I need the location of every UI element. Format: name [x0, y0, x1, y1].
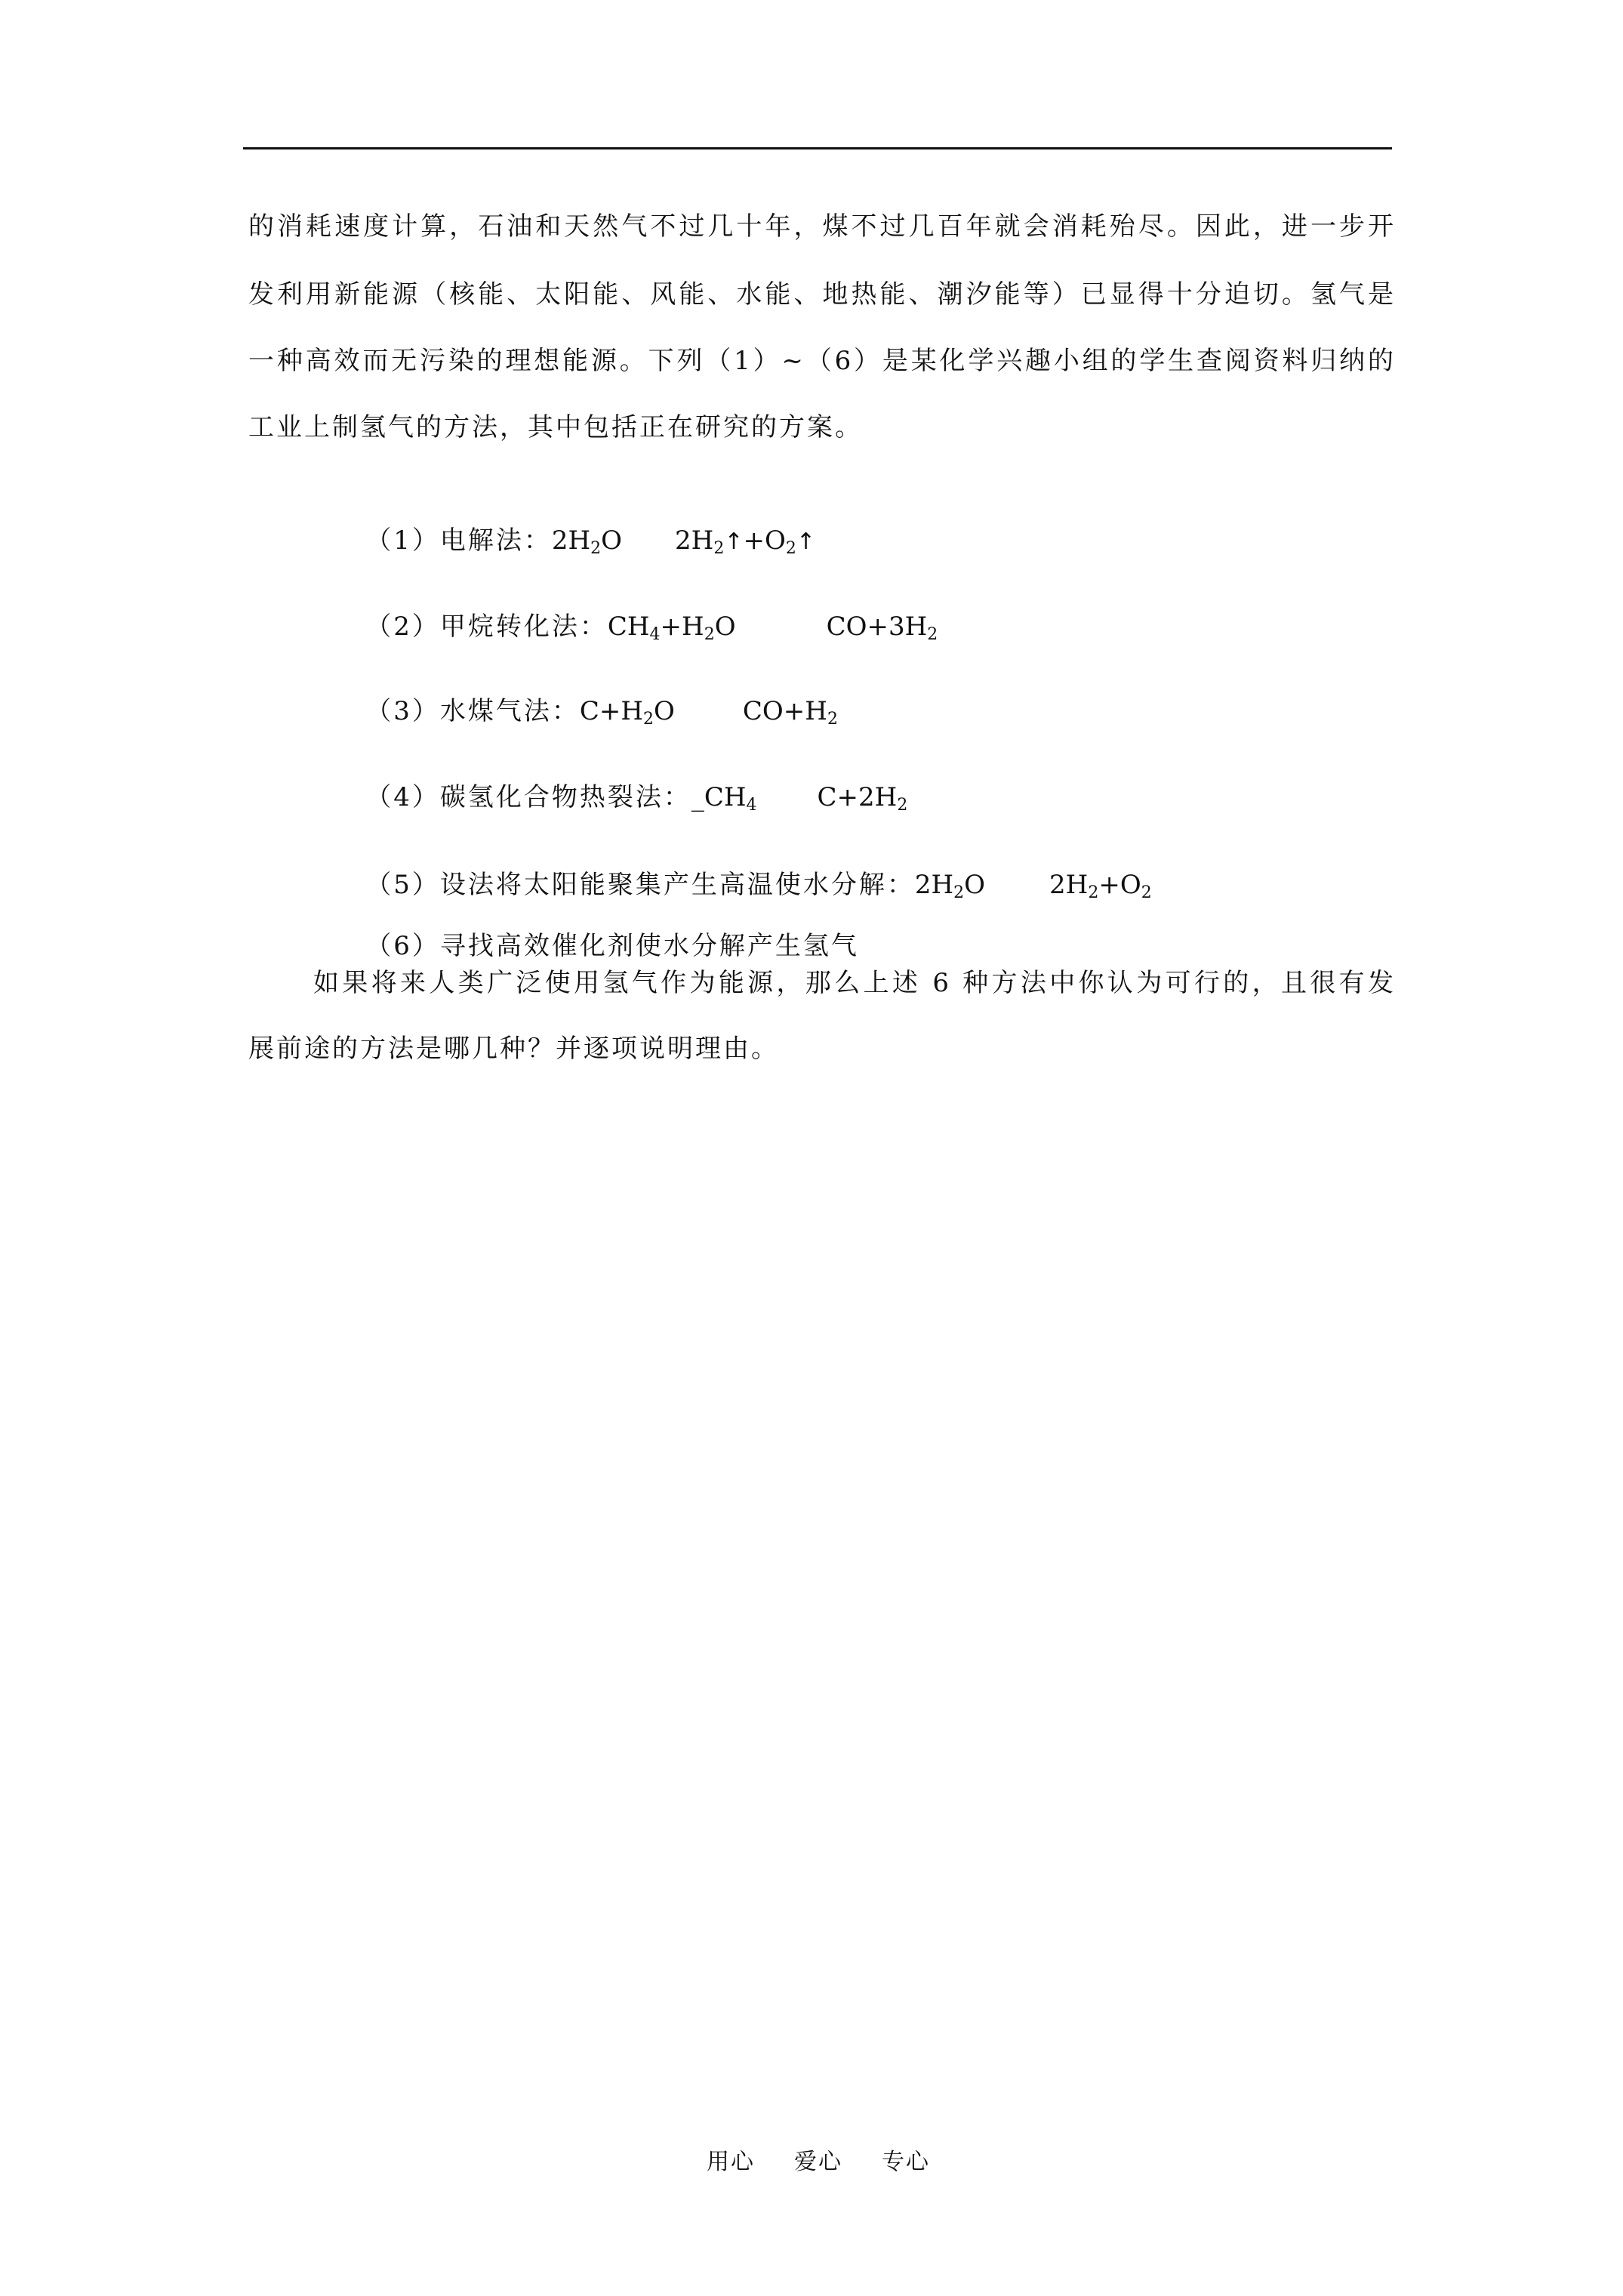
reactants	[552, 525, 622, 556]
reactants	[691, 782, 757, 815]
formula-text: +O	[743, 525, 786, 556]
method-label: （5）设法将太阳能聚集产生高温使水分解：	[365, 870, 915, 900]
reactants	[915, 870, 985, 900]
formula-text: CH	[607, 612, 650, 642]
method-3	[324, 666, 838, 757]
intro-line-3: 一种高效而无污染的理想能源。下列（1）~（6）是某化学兴趣小组的学生查阅资料归纳的	[248, 346, 1396, 376]
subscript: 2	[704, 625, 715, 644]
gas-arrow-icon: ↑	[724, 529, 744, 555]
formula-text: C+H	[579, 696, 644, 726]
subscript: 4	[746, 796, 757, 815]
question-line-1: 如果将来人类广泛使用氢气作为能源，那么上述 6 种方法中你认为可行的，且很有发	[313, 968, 1396, 998]
footer-word: 用心	[707, 2149, 755, 2175]
reactants	[579, 696, 675, 729]
products	[1049, 870, 1152, 900]
formula-text: +O	[1098, 870, 1141, 900]
reactants	[608, 612, 736, 642]
formula-text: 2H	[1049, 870, 1089, 900]
products	[742, 696, 838, 729]
formula-text: O	[714, 612, 736, 642]
formula-text: O	[964, 870, 986, 900]
formula-text: C+2H	[817, 782, 898, 812]
intro-line-4: 工业上制氢气的方法，其中包括正在研究的方案。	[248, 412, 863, 442]
subscript: 2	[713, 539, 725, 558]
formula-text: O	[601, 525, 623, 556]
subscript: 2	[953, 883, 965, 902]
method-4	[324, 752, 907, 843]
method-label: （6）寻找高效催化剂使水分解产生氢气	[365, 931, 859, 961]
intro-line-1: 的消耗速度计算，石油和天然气不过几十年，煤不过几百年就会消耗殆尽。因此，进一步开	[248, 211, 1396, 242]
subscript: 2	[827, 710, 838, 729]
products	[675, 525, 815, 556]
formula-text: 2H	[551, 525, 591, 556]
method-label: （3）水煤气法：	[365, 696, 580, 726]
subscript: 2	[1141, 883, 1152, 902]
method-label: （4）碳氢化合物热裂法：	[365, 782, 691, 812]
subscript: 2	[785, 539, 796, 558]
method-label: （2）甲烷转化法：	[365, 612, 608, 642]
intro-line-2: 发利用新能源（核能、太阳能、风能、水能、地热能、潮汐能等）已显得十分迫切。氢气是	[248, 279, 1396, 310]
formula-text: +H	[660, 612, 704, 642]
method-1	[324, 495, 815, 587]
footer-word: 爱心	[794, 2149, 842, 2175]
subscript: 4	[649, 625, 661, 644]
formula-text: CO+3H	[826, 612, 928, 642]
formula-text: 2H	[675, 525, 714, 556]
method-label: （1）电解法：	[365, 525, 552, 556]
products	[817, 782, 908, 815]
subscript: 2	[897, 796, 908, 815]
gas-arrow-icon: ↑	[796, 529, 815, 555]
formula-text: _CH	[691, 782, 747, 812]
formula-text: O	[654, 696, 675, 726]
formula-text: CO+H	[742, 696, 827, 726]
subscript: 2	[927, 625, 938, 644]
formula-text: 2H	[914, 870, 954, 900]
page-footer	[707, 2149, 930, 2176]
question-line-2: 展前途的方法是哪几种？并逐项说明理由。	[248, 1034, 779, 1064]
subscript: 2	[643, 710, 654, 729]
footer-word: 专心	[882, 2149, 930, 2175]
method-2	[324, 581, 938, 672]
subscript: 2	[590, 539, 602, 558]
products	[827, 612, 938, 642]
subscript: 2	[1088, 883, 1099, 902]
header-rule	[243, 147, 1392, 149]
